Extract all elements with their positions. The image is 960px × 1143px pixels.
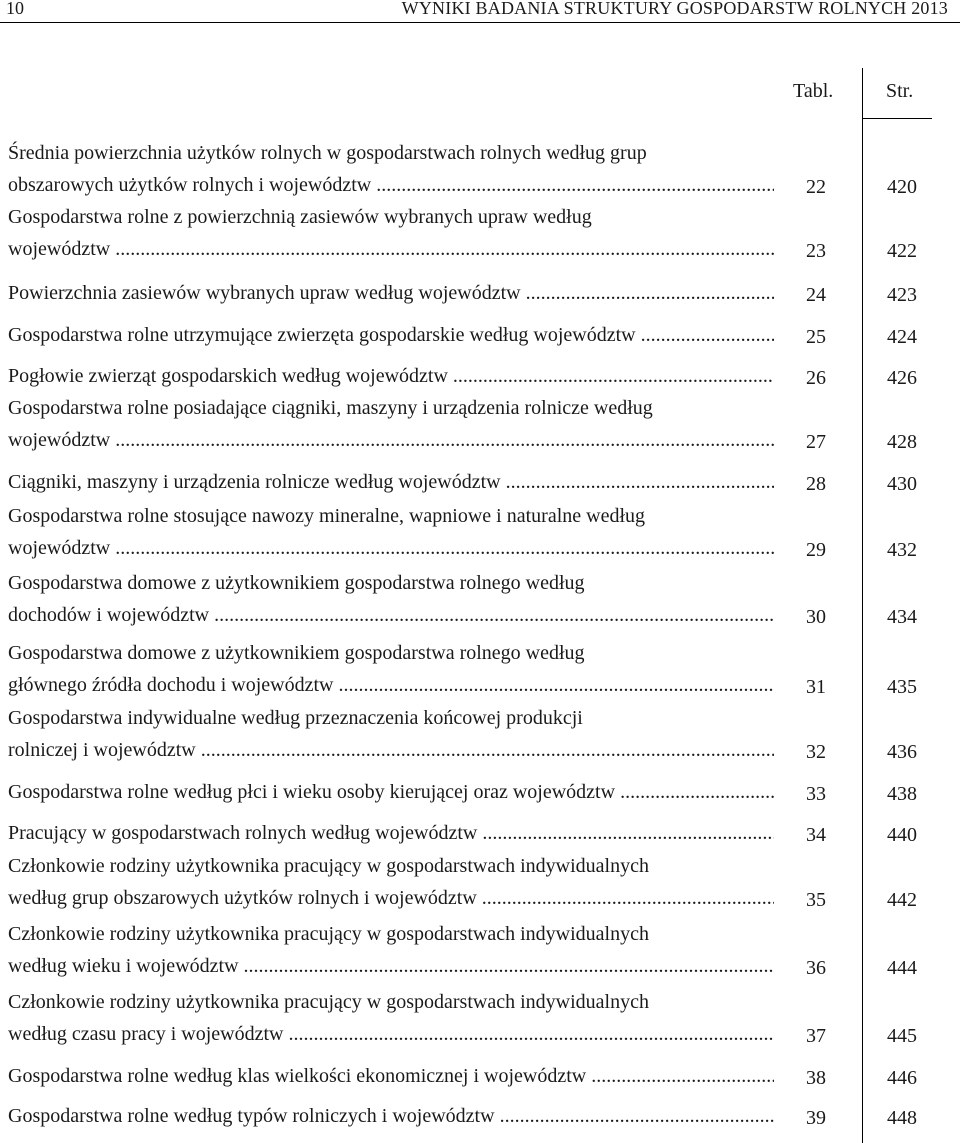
page-reference: 424 (887, 326, 917, 348)
entry-title: Gospodarstwa indywidualne według przeznaczenia końcowej produkcji (8, 707, 583, 729)
page-reference: 432 (887, 539, 917, 561)
table-number: 34 (806, 824, 826, 846)
table-number: 33 (806, 783, 826, 805)
entry-title: Gospodarstwa rolne z powierzchnią zasiewów wybranych upraw według (8, 206, 592, 228)
entry-title-continuation: dochodów i województw ..... (8, 602, 774, 628)
entry-title: Powierzchnia zasiewów wybranych upraw według województw ..... (8, 280, 774, 306)
entry-title: Gospodarstwa rolne według klas wielkości ekonomicznej i województw ..... (8, 1063, 774, 1089)
page-reference: 423 (887, 284, 917, 306)
page-reference: 434 (887, 606, 917, 628)
entry-title: Gospodarstwa rolne według typów rolniczych i województw ..... (8, 1103, 774, 1129)
entry-title-continuation: według wieku i województw ..... (8, 953, 774, 979)
entry-title: Ciągniki, maszyny i urządzenia rolnicze według województw ..... (8, 469, 774, 495)
page-reference: 422 (887, 240, 917, 262)
entry-title: Członkowie rodziny użytkownika pracujący w gospodarstwach indywidualnych (8, 991, 649, 1013)
column-divider (862, 68, 863, 1143)
column-header-rule (862, 118, 932, 119)
table-number: 29 (806, 539, 826, 561)
table-number: 36 (806, 957, 826, 979)
entry-title: Członkowie rodziny użytkownika pracujący w gospodarstwach indywidualnych (8, 923, 649, 945)
table-number: 31 (806, 676, 826, 698)
table-number: 38 (806, 1067, 826, 1089)
page-reference: 436 (887, 741, 917, 763)
entry-title: Gospodarstwa rolne posiadające ciągniki, maszyny i urządzenia rolnicze według (8, 397, 653, 419)
table-number: 32 (806, 741, 826, 763)
entry-title-continuation: rolniczej i województw ..... (8, 737, 774, 763)
column-header-tabl: Tabl. (793, 80, 834, 102)
page-reference: 444 (887, 957, 917, 979)
page-reference: 428 (887, 431, 917, 453)
entry-title-continuation: województw ..... (8, 236, 774, 262)
table-number: 27 (806, 431, 826, 453)
page-reference: 445 (887, 1025, 917, 1047)
page-reference: 430 (887, 473, 917, 495)
entry-title: Gospodarstwa domowe z użytkownikiem gospodarstwa rolnego według (8, 642, 585, 664)
table-number: 25 (806, 326, 826, 348)
page-reference: 440 (887, 824, 917, 846)
column-header-str: Str. (886, 80, 914, 102)
page-reference: 442 (887, 889, 917, 911)
entry-title: Pogłowie zwierząt gospodarskich według województw ..... (8, 363, 774, 389)
page-header (0, 0, 960, 23)
page-reference: 448 (887, 1107, 917, 1129)
entry-title-continuation: głównego źródła dochodu i województw ..... (8, 672, 774, 698)
entry-title: Gospodarstwa rolne utrzymujące zwierzęta gospodarskie według województw ..... (8, 322, 774, 348)
page-reference: 435 (887, 676, 917, 698)
running-title: WYNIKI BADANIA STRUKTURY GOSPODARSTW ROLNYCH 2013 (401, 0, 948, 18)
table-number: 23 (806, 240, 826, 262)
entry-title-continuation: obszarowych użytków rolnych i województw ..... (8, 172, 774, 198)
entry-title-continuation: województw ..... (8, 535, 774, 561)
table-number: 24 (806, 284, 826, 306)
entry-title-continuation: według czasu pracy i województw ..... (8, 1021, 774, 1047)
entry-title-continuation: według grup obszarowych użytków rolnych i województw ..... (8, 885, 774, 911)
page-reference: 420 (887, 176, 917, 198)
entry-title: Gospodarstwa domowe z użytkownikiem gospodarstwa rolnego według (8, 572, 585, 594)
table-number: 28 (806, 473, 826, 495)
entry-title-continuation: województw ..... (8, 427, 774, 453)
table-number: 39 (806, 1107, 826, 1129)
entry-title: Średnia powierzchnia użytków rolnych w gospodarstwach rolnych według grup (8, 142, 647, 164)
page-reference: 426 (887, 367, 917, 389)
page-reference: 438 (887, 783, 917, 805)
entry-title: Członkowie rodziny użytkownika pracujący w gospodarstwach indywidualnych (8, 855, 649, 877)
table-number: 26 (806, 367, 826, 389)
entry-title: Gospodarstwa rolne według płci i wieku osoby kierującej oraz województw ..... (8, 779, 774, 805)
table-number: 22 (806, 176, 826, 198)
entry-title: Gospodarstwa rolne stosujące nawozy mineralne, wapniowe i naturalne według (8, 505, 646, 527)
page-number: 10 (6, 0, 24, 18)
table-number: 37 (806, 1025, 826, 1047)
table-number: 30 (806, 606, 826, 628)
entry-title: Pracujący w gospodarstwach rolnych według województw ..... (8, 820, 774, 846)
page-reference: 446 (887, 1067, 917, 1089)
table-number: 35 (806, 889, 826, 911)
